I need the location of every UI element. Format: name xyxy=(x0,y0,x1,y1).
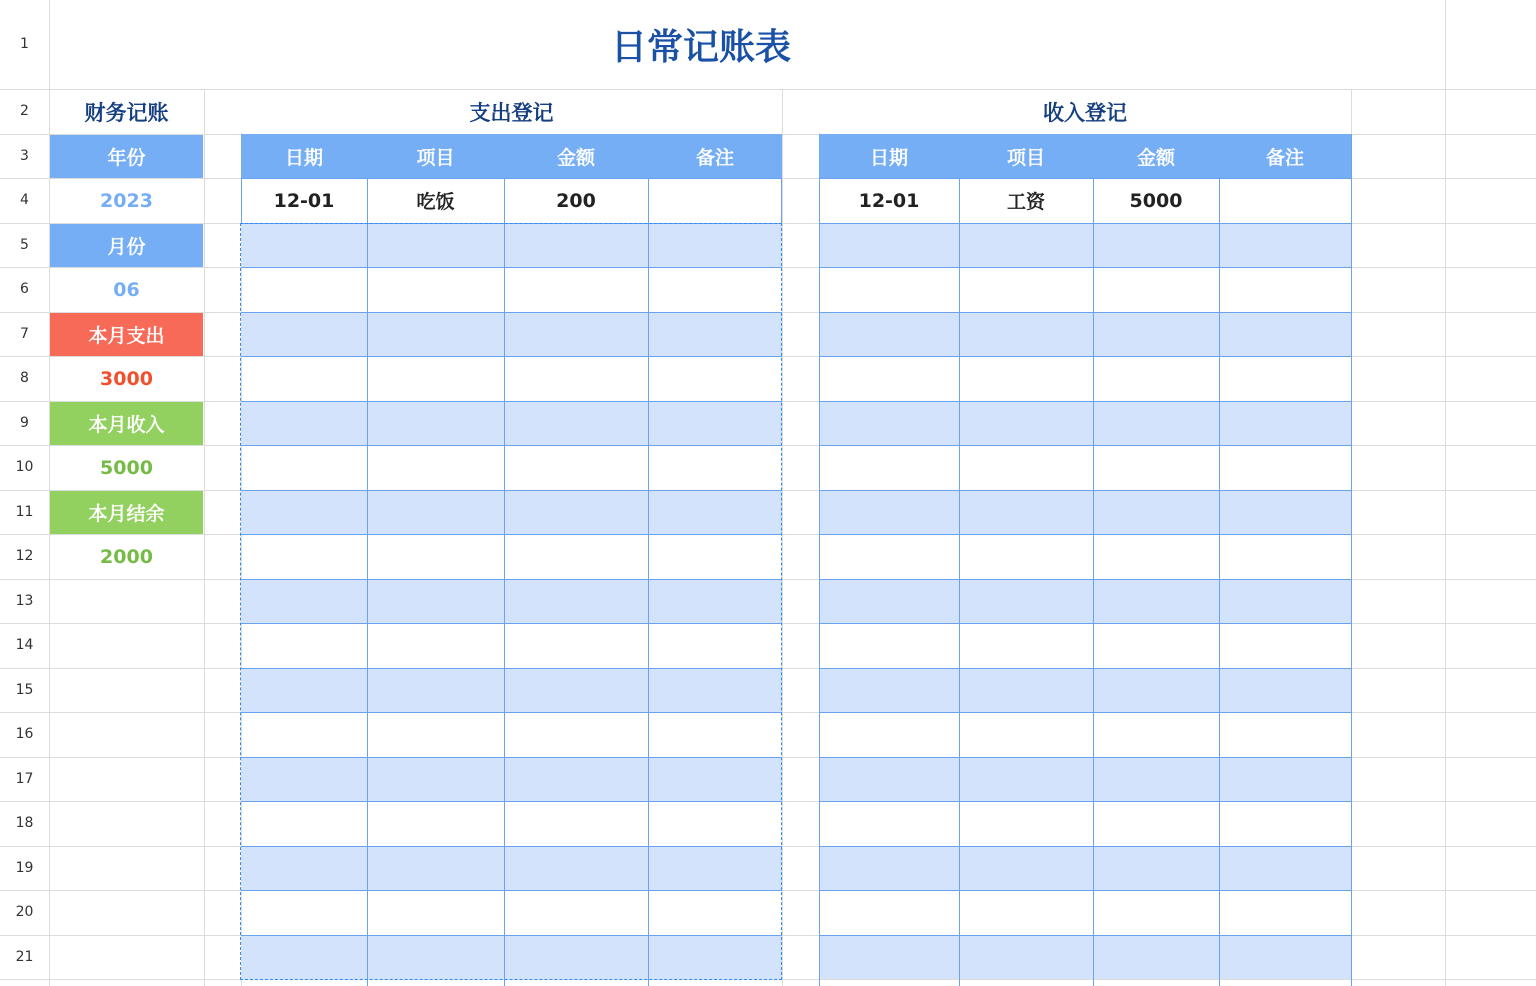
expense-row-line xyxy=(241,579,782,580)
income-row-shade xyxy=(819,757,1351,801)
balance-label[interactable]: 本月结余 xyxy=(50,491,203,534)
income-row-shade xyxy=(819,579,1351,623)
income-col-item[interactable]: 项目 xyxy=(959,134,1093,178)
income-row-line xyxy=(819,312,1351,313)
expense-row-line xyxy=(241,356,782,357)
row-number[interactable]: 11 xyxy=(15,504,34,520)
income-row-line xyxy=(819,846,1351,847)
grid-col-line xyxy=(782,0,783,986)
sheet-title[interactable]: 日常记账表 xyxy=(50,0,1352,89)
expense-row-line xyxy=(241,935,782,936)
month-label[interactable]: 月份 xyxy=(50,224,203,267)
expense-row-shade xyxy=(241,579,782,623)
expense-row-shade xyxy=(241,846,782,890)
expense-row-line xyxy=(241,623,782,624)
selection-bottom xyxy=(240,979,782,980)
row-number[interactable]: 20 xyxy=(15,904,34,920)
row-number[interactable]: 5 xyxy=(20,237,29,253)
expense-row-line xyxy=(241,534,782,535)
income-row-shade xyxy=(819,312,1351,356)
income-row-shade xyxy=(819,846,1351,890)
income-title[interactable]: 收入登记 xyxy=(819,90,1351,133)
expense-row-line xyxy=(241,712,782,713)
row-number[interactable]: 12 xyxy=(15,548,34,564)
expense-row-line xyxy=(241,801,782,802)
expense-col-note[interactable]: 备注 xyxy=(648,134,782,178)
income-cell-amount[interactable]: 5000 xyxy=(1129,189,1183,212)
expense-cell-note[interactable] xyxy=(648,179,782,222)
income-row-line xyxy=(819,757,1351,758)
income-row-line xyxy=(819,490,1351,491)
income-row-line xyxy=(819,445,1351,446)
expense-row-line xyxy=(241,267,782,268)
expense-row-line xyxy=(241,401,782,402)
expense-title[interactable]: 支出登记 xyxy=(241,90,782,133)
expense-row-shade xyxy=(241,223,782,267)
sidebar-heading[interactable]: 财务记账 xyxy=(50,90,203,133)
income-col-date[interactable]: 日期 xyxy=(819,134,959,178)
income-row-shade xyxy=(819,935,1351,979)
row-number[interactable]: 21 xyxy=(15,949,34,965)
year-value[interactable]: 2023 xyxy=(50,179,203,222)
row-number[interactable]: 9 xyxy=(20,415,29,431)
expense-row-shade xyxy=(241,935,782,979)
expense-col-line xyxy=(367,134,368,986)
income-row-shade xyxy=(819,668,1351,712)
expense-row-shade xyxy=(241,668,782,712)
row-number[interactable]: 14 xyxy=(15,637,34,653)
income-row-line xyxy=(819,401,1351,402)
income-value[interactable]: 5000 xyxy=(50,446,203,489)
row-number[interactable]: 6 xyxy=(20,281,29,297)
row-number[interactable]: 13 xyxy=(15,593,34,609)
expense-col-amount[interactable]: 金额 xyxy=(504,134,648,178)
expense-row-line xyxy=(241,668,782,669)
row-number[interactable]: 15 xyxy=(15,682,34,698)
income-row-shade xyxy=(819,401,1351,445)
income-row-line xyxy=(819,801,1351,802)
income-col-line xyxy=(1219,134,1220,986)
grid-col-line xyxy=(1445,0,1446,986)
income-row-line xyxy=(819,534,1351,535)
expense-row-shade xyxy=(241,757,782,801)
expense-row-line xyxy=(241,490,782,491)
row-number[interactable]: 7 xyxy=(20,326,29,342)
income-row-line xyxy=(819,579,1351,580)
row-number[interactable]: 18 xyxy=(15,815,34,831)
expense-cell-item[interactable]: 吃饭 xyxy=(416,191,455,213)
expense-col-line xyxy=(648,134,649,986)
income-col-line xyxy=(1093,134,1094,986)
row-number[interactable]: 19 xyxy=(15,860,34,876)
income-col-line xyxy=(819,134,820,986)
year-label[interactable]: 年份 xyxy=(50,135,203,178)
expense-col-date[interactable]: 日期 xyxy=(241,134,367,178)
income-row-line xyxy=(819,623,1351,624)
row-number[interactable]: 16 xyxy=(15,726,34,742)
income-row-line xyxy=(819,935,1351,936)
income-row-line xyxy=(819,712,1351,713)
row-number[interactable]: 10 xyxy=(15,459,34,475)
income-label[interactable]: 本月收入 xyxy=(50,402,203,445)
expense-row-line xyxy=(241,846,782,847)
income-row-line xyxy=(819,267,1351,268)
expense-row-shade xyxy=(241,401,782,445)
grid-col-line xyxy=(204,0,205,986)
expense-cell-amount[interactable]: 200 xyxy=(556,189,596,212)
income-cell-date[interactable]: 12-01 xyxy=(858,189,920,212)
income-col-amount[interactable]: 金额 xyxy=(1093,134,1219,178)
income-row-line xyxy=(819,668,1351,669)
row-number[interactable]: 17 xyxy=(15,771,34,787)
income-col-line xyxy=(1351,134,1352,986)
income-row-shade xyxy=(819,223,1351,267)
income-row-line xyxy=(819,890,1351,891)
expense-col-line xyxy=(504,134,505,986)
row-number[interactable]: 2 xyxy=(20,103,29,119)
row-number[interactable]: 3 xyxy=(20,148,29,164)
selection-left xyxy=(240,223,241,980)
income-col-note[interactable]: 备注 xyxy=(1219,134,1351,178)
income-cell-item[interactable]: 工资 xyxy=(1006,191,1045,213)
expense-row-shade xyxy=(241,490,782,534)
expense-col-item[interactable]: 项目 xyxy=(367,134,504,178)
income-row-line xyxy=(819,356,1351,357)
balance-value[interactable]: 2000 xyxy=(50,535,203,578)
row-number[interactable]: 1 xyxy=(20,36,29,52)
selection-right xyxy=(781,223,782,980)
expense-row-line xyxy=(241,757,782,758)
expense-row-line xyxy=(241,890,782,891)
income-col-line xyxy=(959,134,960,986)
expense-row-line xyxy=(241,445,782,446)
income-row-shade xyxy=(819,490,1351,534)
expense-cell-date[interactable]: 12-01 xyxy=(273,189,335,212)
income-cell-note[interactable] xyxy=(1219,179,1351,222)
row-number[interactable]: 8 xyxy=(20,370,29,386)
income-row-line xyxy=(819,223,1351,224)
expense-row-line xyxy=(241,312,782,313)
expense-label[interactable]: 本月支出 xyxy=(50,313,203,356)
month-value[interactable]: 06 xyxy=(50,268,203,311)
expense-row-shade xyxy=(241,312,782,356)
row-number[interactable]: 4 xyxy=(20,192,29,208)
expense-value[interactable]: 3000 xyxy=(50,357,203,400)
selection-top xyxy=(240,223,782,224)
